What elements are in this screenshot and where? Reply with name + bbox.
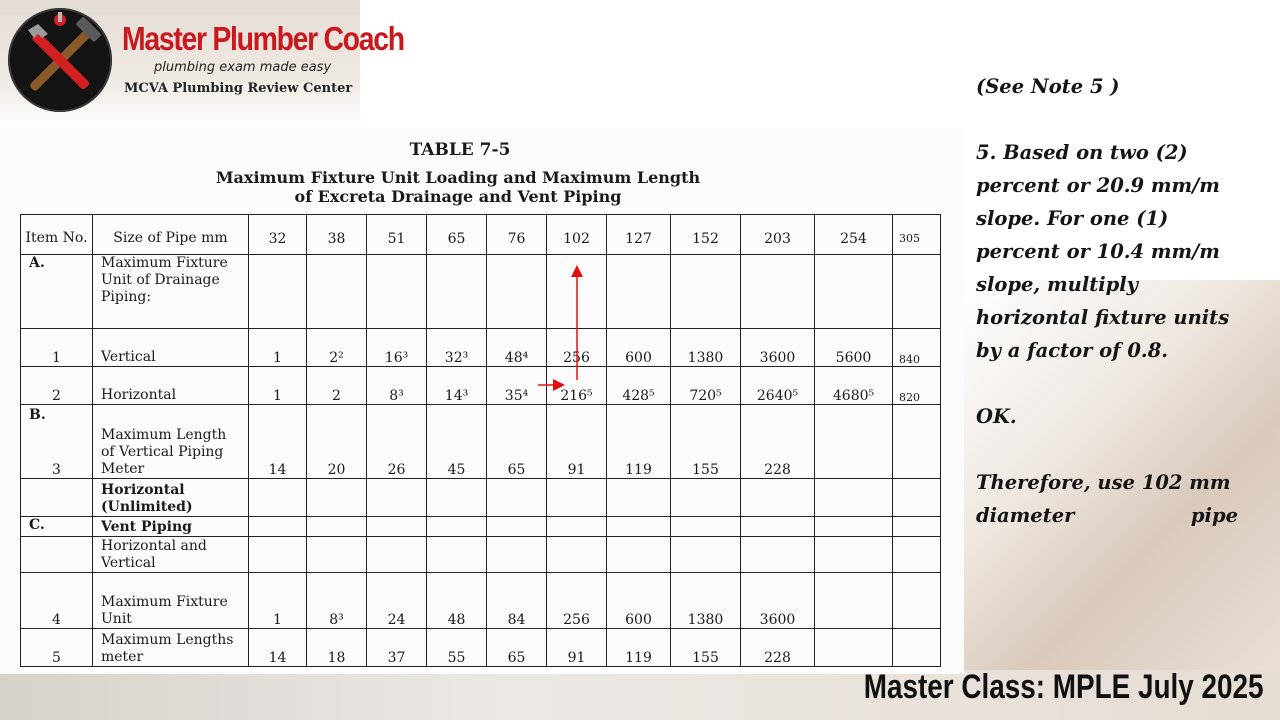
- table-row: [21, 537, 941, 573]
- table-cell: [815, 573, 893, 629]
- table-cell: 2640⁵: [741, 367, 815, 405]
- row-item: 1: [21, 329, 93, 367]
- table-cell: 16³: [367, 329, 427, 367]
- table-cell: 14³: [427, 367, 487, 405]
- table-cell: 216⁵: [547, 367, 607, 405]
- table-cell: 228: [741, 405, 815, 479]
- table-cell: 600: [607, 573, 671, 629]
- note-panel: [976, 70, 1238, 565]
- table-row: [21, 255, 941, 329]
- note-ok: OK.: [976, 405, 1017, 428]
- header-size: 65: [427, 215, 487, 255]
- table-cell: 14: [249, 405, 307, 479]
- table-cell: 84: [487, 573, 547, 629]
- table-cell: 65: [487, 629, 547, 667]
- table-cell: 91: [547, 405, 607, 479]
- table-cell: 65: [487, 405, 547, 479]
- table-cell: 1380: [671, 573, 741, 629]
- header-size: 102: [547, 215, 607, 255]
- row-item: 2: [21, 367, 93, 405]
- header-size: 254: [815, 215, 893, 255]
- table-cell: 155: [671, 405, 741, 479]
- table-cell: [893, 629, 941, 667]
- row-description: Horizontal (Unlimited): [93, 479, 249, 517]
- table-row: [21, 629, 941, 667]
- note-conclusion: Therefore, use 102 mm diameter pipe: [976, 471, 1238, 527]
- table-cell: 45: [427, 405, 487, 479]
- row-description: Horizontal and Vertical: [93, 537, 249, 573]
- header-size: 152: [671, 215, 741, 255]
- table-cell: 2: [307, 367, 367, 405]
- table-cell: 3600: [741, 573, 815, 629]
- footer-title: Master Class: MPLE July 2025: [864, 668, 1264, 706]
- table-cell: 8³: [307, 573, 367, 629]
- table-cell: [893, 573, 941, 629]
- logo-subtitle: MCVA Plumbing Review Center: [124, 81, 353, 96]
- crossed-wrench-hammer-icon: [8, 8, 112, 112]
- table-caption-line2: of Excreta Drainage and Vent Piping: [294, 187, 622, 206]
- row-description: Maximum Length of Vertical Piping Meter: [93, 405, 249, 479]
- row-description: Maximum Fixture Unit of Drainage Piping:: [93, 255, 249, 329]
- table-cell: 155: [671, 629, 741, 667]
- header-size: 32: [249, 215, 307, 255]
- table-cell: 24: [367, 573, 427, 629]
- table-cell: 20: [307, 405, 367, 479]
- row-number: 3: [52, 462, 61, 478]
- row-item: [21, 405, 93, 479]
- header-size: 38: [307, 215, 367, 255]
- row-description: Horizontal: [93, 367, 249, 405]
- table-cell: 1: [249, 329, 307, 367]
- table-cell: 720⁵: [671, 367, 741, 405]
- row-item: 5: [21, 629, 93, 667]
- row-item: 4: [21, 573, 93, 629]
- header-size: 305: [893, 215, 941, 255]
- scanned-table-image: [0, 128, 964, 674]
- table-cell: [815, 405, 893, 479]
- row-item: C.: [21, 517, 93, 537]
- table-header-row: [21, 215, 941, 255]
- table-cell: 428⁵: [607, 367, 671, 405]
- table-cell: [893, 405, 941, 479]
- table-cell: 55: [427, 629, 487, 667]
- table-cell: 8³: [367, 367, 427, 405]
- table-cell: 4680⁵: [815, 367, 893, 405]
- note-body: 5. Based on two (2) percent or 20.9 mm/m slope. For one (1) percent or 10.4 mm/m slope, multiply horizontal fixture units by a factor of 0.8.: [976, 141, 1230, 362]
- fixture-unit-table: [20, 214, 941, 667]
- logo-title: Master Plumber Coach: [122, 20, 404, 57]
- table-row: [21, 479, 941, 517]
- table-cell: 37: [367, 629, 427, 667]
- table-cell: [815, 629, 893, 667]
- table-cell: 256: [547, 329, 607, 367]
- table-cell: 14: [249, 629, 307, 667]
- table-cell: 91: [547, 629, 607, 667]
- note-reference: (See Note 5 ): [976, 75, 1120, 98]
- table-cell: 228: [741, 629, 815, 667]
- table-row: [21, 573, 941, 629]
- table-cell: 1: [249, 367, 307, 405]
- table-cell: 48: [427, 573, 487, 629]
- table-cell: 26: [367, 405, 427, 479]
- header-pipe-size: Size of Pipe mm: [93, 215, 249, 255]
- table-cell: 48⁴: [487, 329, 547, 367]
- table-cell: 2²: [307, 329, 367, 367]
- header-size: 76: [487, 215, 547, 255]
- row-item: A.: [21, 255, 93, 329]
- table-title: TABLE 7-5: [409, 140, 511, 160]
- row-description: Vent Piping: [93, 517, 249, 537]
- table-cell: 256: [547, 573, 607, 629]
- table-cell: 35⁴: [487, 367, 547, 405]
- table-cell: 32³: [427, 329, 487, 367]
- table-cell: 3600: [741, 329, 815, 367]
- row-item: [21, 537, 93, 573]
- table-cell: 18: [307, 629, 367, 667]
- table-row: [21, 329, 941, 367]
- table-row: [21, 405, 941, 479]
- row-description: Maximum Lengths meter: [93, 629, 249, 667]
- table-cell: 820: [893, 367, 941, 405]
- row-description: Maximum Fixture Unit: [93, 573, 249, 629]
- header-item-no: Item No.: [21, 215, 93, 255]
- table-cell: 1380: [671, 329, 741, 367]
- table-cell: 119: [607, 405, 671, 479]
- table-cell: 119: [607, 629, 671, 667]
- section-label: B.: [29, 407, 46, 423]
- logo-tagline: plumbing exam made easy: [154, 60, 332, 75]
- table-cell: 600: [607, 329, 671, 367]
- table-row: [21, 367, 941, 405]
- header-size: 127: [607, 215, 671, 255]
- row-description: Vertical: [93, 329, 249, 367]
- table-row: [21, 517, 941, 537]
- row-item: [21, 479, 93, 517]
- table-cell: 840: [893, 329, 941, 367]
- table-cell: 1: [249, 573, 307, 629]
- table-caption-line1: Maximum Fixture Unit Loading and Maximum Length: [215, 168, 701, 187]
- header-size: 51: [367, 215, 427, 255]
- table-cell: 5600: [815, 329, 893, 367]
- header-size: 203: [741, 215, 815, 255]
